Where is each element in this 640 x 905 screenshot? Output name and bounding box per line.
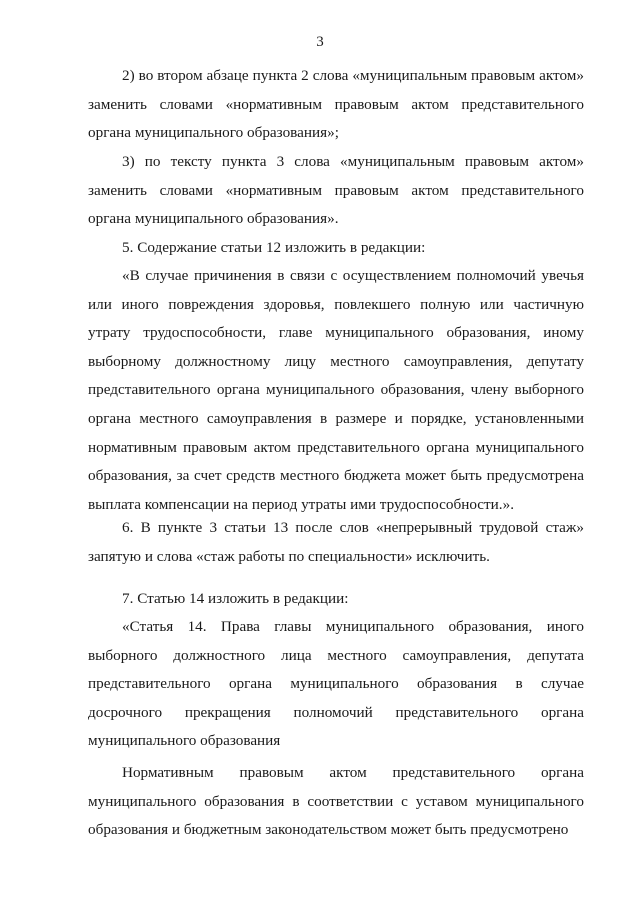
paragraph-article-14-body: Нормативным правовым актом представительного органа муниципального образования в соответствии с уставом муниципального образования и бюджетным законодательством может быть предусмотрено	[88, 764, 584, 839]
paragraph-section-7-heading: 7. Статью 14 изложить в редакции:	[122, 590, 349, 607]
page-number: 3	[316, 34, 324, 50]
paragraph-section-5-heading: 5. Содержание статьи 12 изложить в редакции:	[122, 239, 426, 256]
paragraph-article-14-title: «Статья 14. Права главы муниципального образования, иного выборного должностного лица местного самоуправления, депутата представительного органа муниципального образования в случае досрочного прекращения полномочий представительного органа муниципального образования	[88, 618, 584, 750]
paragraph-article-12-text: «В случае причинения в связи с осуществлением полномочий увечья или иного повреждения здоровья, повлекшего полную или частичную утрату трудоспособности, главе муниципального образования, иному выборному должностному лицу местного самоуправления, депутату представительного органа муниципального образования, члену выборного органа местного самоуправления в размере и порядке, установленными нормативным правовым актом представительного органа муниципального образования, за счет средств местного бюджета может быть предусмотрена выплата компенсации на период утраты ими трудоспособности.».	[88, 267, 584, 513]
paragraph-item-3: 3) по тексту пункта 3 слова «муниципальным правовым актом» заменить словами «нормативным правовым актом представительного органа муниципального образования».	[88, 153, 584, 228]
paragraph-item-2: 2) во втором абзаце пункта 2 слова «муниципальным правовым актом» заменить словами «нормативным правовым актом представительного органа муниципального образования»;	[88, 67, 584, 142]
paragraph-section-6: 6. В пункте 3 статьи 13 после слов «непрерывный трудовой стаж» запятую и слова «стаж работы по специальности» исключить.	[88, 519, 584, 565]
